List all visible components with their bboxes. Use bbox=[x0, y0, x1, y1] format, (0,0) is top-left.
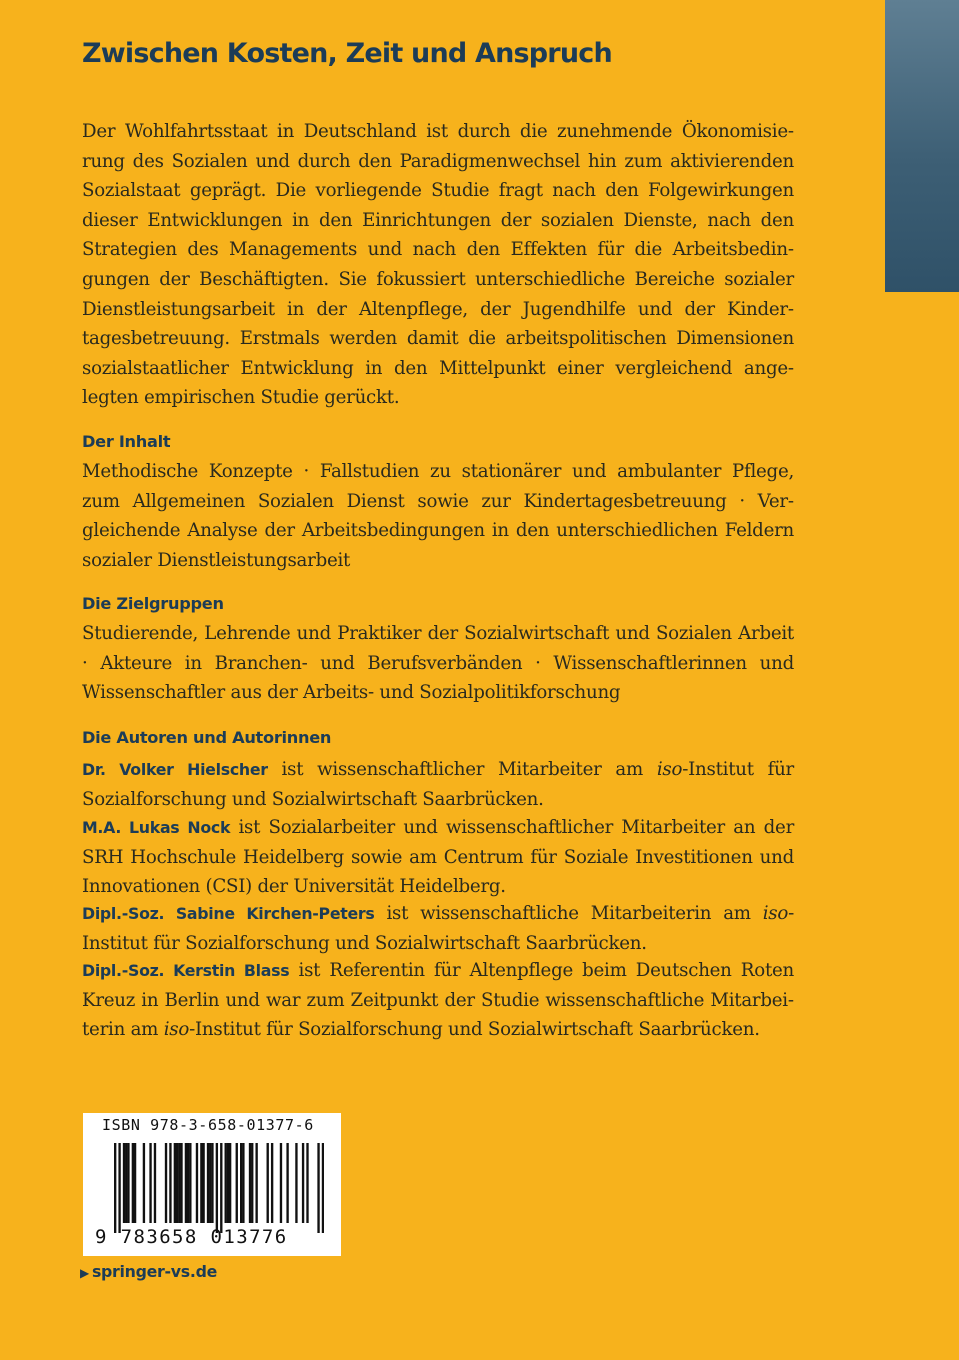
ean-digits: 9 783658 013776 bbox=[95, 1226, 288, 1248]
barcode-bar bbox=[169, 1143, 171, 1223]
barcode-bar bbox=[306, 1143, 308, 1223]
barcode-bar bbox=[185, 1143, 187, 1223]
barcode-bar bbox=[317, 1143, 319, 1233]
zielgruppen-text: Studierende, Lehrende und Praktiker der Sozialwirtschaft und Sozialen Arbeit · Akteure in Branchen- und Berufsverbänden · Wissenschaftlerinnen und Wissenschaftler aus der Arbeits- und Sozialpolitikforschung bbox=[82, 623, 794, 704]
barcode-bar bbox=[178, 1143, 180, 1223]
barcode-bar bbox=[322, 1143, 324, 1233]
barcode-bar bbox=[134, 1143, 136, 1223]
barcode-bar bbox=[180, 1143, 182, 1223]
barcode-bar bbox=[118, 1143, 120, 1233]
barcode-bar bbox=[202, 1143, 204, 1223]
barcode-bar bbox=[125, 1143, 127, 1223]
intro-paragraph: Der Wohlfahrtsstaat in Deutschland ist durch die zunehmende Ökonomisierung des Sozialen und durch den Paradigmenwechsel hin zum aktivierenden Sozialstaat geprägt. Die vorliegende Studie fragt nach den Folgewirkungen dieser Entwicklungen in den Einrichtungen der sozialen Dienste, nach den Strategien des Managements und nach den Effekten für die Arbeitsbedingungen der Beschäftigten. Sie fokussiert unterschiedliche Bereiche sozialer Dienstleistungsarbeit in der Altenpflege, der Jugendhilfe und der Kindertagesbetreuung. Erstmals werden damit die arbeitspolitischen Dimensionen sozialstaatlicher Entwicklung in den Mittelpunkt einer vergleichend angelegten empirischen Studie gerückt. bbox=[82, 121, 794, 409]
barcode-bar bbox=[225, 1143, 227, 1223]
author-name: Dr. Volker Hielscher bbox=[82, 760, 268, 779]
author-name: Dipl.-Soz. Kerstin Blass bbox=[82, 961, 290, 980]
barcode-bar bbox=[271, 1143, 273, 1223]
ean-barcode bbox=[114, 1143, 324, 1233]
author-entry: Dipl.-Soz. Sabine Kirchen-Peters ist wissenschaftliche Mitarbeiterin am iso-Institut für Sozialforschung und Sozialwirtschaft Saarbrücken. bbox=[82, 903, 794, 954]
author-entry: Dr. Volker Hielscher ist wissenschaftlicher Mitarbeiter am iso-Institut für Sozialforschung und Sozialwirtschaft Saarbrücken. bbox=[82, 759, 794, 810]
arrow-right-icon: ▶ bbox=[80, 1266, 89, 1280]
barcode-bar bbox=[132, 1143, 134, 1223]
heading-autoren: Die Autoren und Autorinnen bbox=[82, 728, 332, 747]
barcode-bar bbox=[267, 1143, 269, 1223]
barcode-bar bbox=[123, 1143, 125, 1223]
barcode-bar bbox=[189, 1143, 191, 1223]
barcode-bar bbox=[154, 1143, 156, 1223]
author-entry: Dipl.-Soz. Kerstin Blass ist Referentin für Altenpflege beim Deutschen Roten Kreuz in Berlin und war zum Zeitpunkt der Studie wissenschaftliche Mitarbeiterin am iso-Institut für Sozialforschung und Sozialwirtschaft Saarbrücken. bbox=[82, 960, 794, 1041]
isbn-label: ISBN 978-3-658-01377-6 bbox=[102, 1116, 314, 1134]
barcode-bar bbox=[227, 1143, 229, 1223]
barcode-bar bbox=[255, 1143, 257, 1223]
heading-zielgruppen: Die Zielgruppen bbox=[82, 594, 224, 613]
barcode-bar bbox=[242, 1143, 244, 1223]
barcode-bar bbox=[216, 1143, 218, 1233]
barcode-bar bbox=[114, 1143, 116, 1233]
barcode-bar bbox=[127, 1143, 129, 1223]
author-name: Dipl.-Soz. Sabine Kirchen-Peters bbox=[82, 904, 375, 923]
website-link[interactable]: ▶ springer-vs.de bbox=[80, 1262, 217, 1281]
barcode-bar bbox=[249, 1143, 251, 1223]
barcode-bar bbox=[149, 1143, 151, 1223]
barcode-bar bbox=[143, 1143, 145, 1223]
barcode-bar bbox=[286, 1143, 288, 1223]
barcode-bar bbox=[229, 1143, 231, 1223]
barcode-bar bbox=[240, 1143, 242, 1223]
inhalt-text: Methodische Konzepte · Fallstudien zu stationärer und ambulanter Pflege, zum Allgemeinen Sozialen Dienst sowie zur Kindertagesbetreuung · Vergleichende Analyse der Arbeitsbedingungen in den unterschiedlichen Feldern sozialer Dienstleistungsarbeit bbox=[82, 461, 794, 571]
corner-accent-block bbox=[885, 0, 959, 292]
barcode-bar bbox=[302, 1143, 304, 1223]
barcode-bar bbox=[187, 1143, 189, 1223]
barcode-bar bbox=[251, 1143, 253, 1223]
barcode-bar bbox=[220, 1143, 222, 1233]
barcode-bar bbox=[165, 1143, 167, 1223]
book-title: Zwischen Kosten, Zeit und Anspruch bbox=[82, 38, 612, 69]
barcode-bar bbox=[196, 1143, 198, 1223]
barcode-bar bbox=[209, 1143, 211, 1223]
author-entry: M.A. Lukas Nock ist Sozialarbeiter und wissenschaftlicher Mitarbeiter an der SRH Hochschule Heidelberg sowie am Centrum für Soziale Investitionen und Innovationen (CSI) der Universität Heidelberg. bbox=[82, 817, 795, 898]
barcode-bar bbox=[280, 1143, 282, 1223]
heading-inhalt: Der Inhalt bbox=[82, 432, 171, 451]
barcode-bar bbox=[200, 1143, 202, 1223]
barcode-bar bbox=[236, 1143, 238, 1223]
barcode-bar bbox=[295, 1143, 297, 1223]
barcode-bar bbox=[176, 1143, 178, 1223]
author-name: M.A. Lukas Nock bbox=[82, 818, 231, 837]
barcode-bar bbox=[207, 1143, 209, 1223]
barcode-bar bbox=[211, 1143, 213, 1223]
barcode-bar bbox=[174, 1143, 176, 1223]
